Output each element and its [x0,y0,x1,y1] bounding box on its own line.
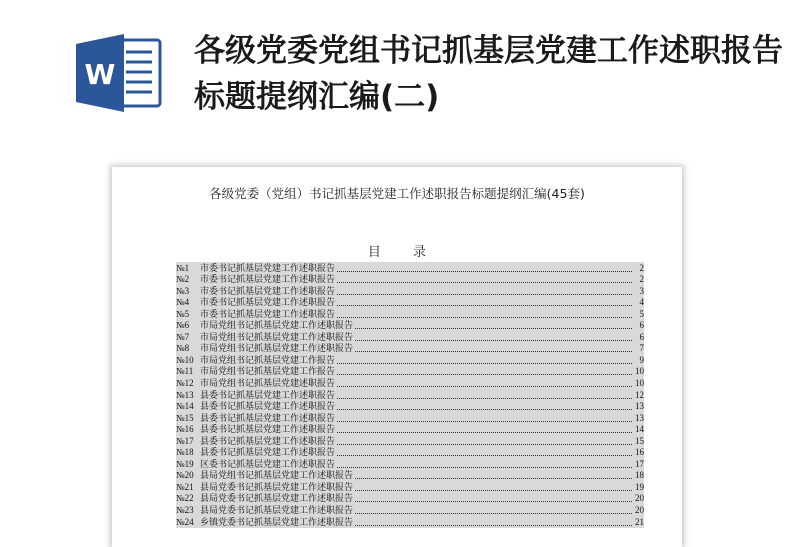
table-of-contents [176,262,644,528]
toc-entry-page: 16 [635,447,644,458]
toc-entry-number: №12 [176,378,194,389]
toc-entry-title: 市局党组书记抓基层党建工作述职报告 [200,343,354,354]
toc-entry[interactable] [176,377,644,389]
toc-entry-title: 市局党组书记抓基层党建工作报告 [200,354,336,365]
toc-entry-page: 7 [639,343,644,354]
toc-entry-title: 市委书记抓基层党建工作述职报告 [200,297,336,308]
toc-leader-dots [355,327,632,329]
toc-entry[interactable] [176,412,644,424]
toc-entry-page: 13 [635,412,644,423]
toc-leader-dots [337,385,632,387]
toc-entry-title: 县委书记抓基层党建工作述职报告 [200,424,336,435]
toc-leader-dots [355,350,632,352]
toc-entry-number: №19 [176,458,194,469]
toc-leader-dots [337,431,632,433]
toc-entry-number: №23 [176,505,194,516]
toc-entry-title: 县委书记抓基层党建工作述职报告 [200,389,336,400]
toc-leader-dots [355,477,632,479]
toc-entry-page: 20 [635,505,644,516]
toc-entry-number: №4 [176,297,190,308]
toc-entry-title: 市局党组书记抓基层党建工作报告 [200,366,336,377]
toc-entry-page: 21 [635,516,644,527]
toc-entry[interactable] [176,447,644,459]
toc-entry-number: №18 [176,447,194,458]
toc-entry-number: №2 [176,274,190,285]
toc-entry-title: 市局党组书记抓基层党建工作述职报告 [200,331,354,342]
toc-entry-page: 12 [635,389,644,400]
toc-leader-dots [355,489,632,491]
toc-leader-dots [337,420,632,422]
toc-entry-page: 2 [639,274,644,285]
toc-entry[interactable] [176,504,644,516]
document-title: 各级党委（党组）书记抓基层党建工作述职报告标题提纲汇编(45套) [209,186,585,201]
toc-entry[interactable] [176,481,644,493]
toc-entry-page: 9 [639,354,644,365]
toc-entry[interactable] [176,308,644,320]
toc-entry-number: №22 [176,493,194,504]
toc-leader-dots [355,512,632,514]
toc-entry-title: 县局党委书记抓基层党建工作述职报告 [200,505,354,516]
toc-entry-number: №7 [176,331,190,342]
toc-entry[interactable] [176,366,644,378]
toc-entry-number: №16 [176,424,194,435]
toc-entry-title: 市局党组书记抓基层党建工作述职报告 [200,320,354,331]
toc-leader-dots [337,281,632,283]
word-icon-letter: W [84,58,116,91]
toc-entry-title: 市局党组书记抓基层党建述职报告 [200,378,336,389]
toc-leader-dots [337,408,632,410]
toc-entry-page: 10 [635,366,644,377]
toc-entry-page: 15 [635,435,644,446]
toc-entry-page: 14 [635,424,644,435]
toc-entry-page: 6 [639,331,644,342]
toc-entry-title: 县局党组书记抓基层党建工作述职报告 [200,470,354,481]
toc-entry-number: №3 [176,285,190,296]
toc-entry[interactable] [176,354,644,366]
toc-entry-page: 13 [635,401,644,412]
toc-entry-title: 区委书记抓基层党建工作述职报告 [200,458,336,469]
toc-entry-title: 乡镇党委书记抓基层党建工作述职报告 [200,516,354,527]
toc-leader-dots [337,373,632,375]
toc-leader-dots [337,316,632,318]
toc-entry[interactable] [176,424,644,436]
document-page [112,167,682,547]
toc-leader-dots [355,524,632,526]
toc-entry-page: 18 [635,470,644,481]
toc-entry[interactable] [176,435,644,447]
toc-leader-dots [355,500,632,502]
toc-leader-dots [337,397,632,399]
toc-entry-number: №24 [176,516,194,527]
toc-entry-number: №14 [176,401,194,412]
toc-entry-page: 17 [635,458,644,469]
toc-entry[interactable] [176,297,644,309]
toc-entry-title: 县委书记抓基层党建工作述职报告 [200,447,336,458]
toc-leader-dots [337,454,632,456]
toc-leader-dots [337,362,632,364]
toc-entry[interactable] [176,458,644,470]
toc-entry-title: 市委书记抓基层党建工作述职报告 [200,262,336,273]
toc-entry-page: 5 [639,308,644,319]
toc-entry-number: №17 [176,435,194,446]
toc-entry-page: 4 [639,297,644,308]
toc-entry-page: 6 [639,320,644,331]
toc-entry-title: 县委书记抓基层党建工作述职报告 [200,401,336,412]
toc-entry-title: 县局党委书记抓基层党建工作述职报告 [200,493,354,504]
toc-entry-title: 县委书记抓基层党建工作述职报告 [200,412,336,423]
toc-leader-dots [337,466,632,468]
toc-entry-number: №8 [176,343,190,354]
toc-entry-number: №15 [176,412,194,423]
toc-entry-number: №13 [176,389,194,400]
toc-entry-title: 县局党委书记抓基层党建工作述职报告 [200,481,354,492]
page-headline: 各级党委党组书记抓基层党建工作述职报告标题提纲汇编(二) [194,33,783,115]
toc-entry-page: 3 [639,285,644,296]
toc-entry-number: №10 [176,354,194,365]
toc-entry-page: 2 [639,262,644,273]
toc-entry[interactable] [176,493,644,505]
toc-entry-title: 市委书记抓基层党建工作述职报告 [200,274,336,285]
toc-entry[interactable] [176,401,644,413]
toc-entry-number: №6 [176,320,190,331]
toc-entry-title: 市委书记抓基层党建工作述职报告 [200,308,336,319]
toc-entry-page: 19 [635,481,644,492]
toc-entry-number: №11 [176,366,194,377]
toc-leader-dots [337,270,632,272]
toc-entry[interactable] [176,285,644,297]
toc-entry-number: №1 [176,262,190,273]
word-icon [76,34,162,112]
toc-entry-number: №20 [176,470,194,481]
toc-entry-page: 20 [635,493,644,504]
toc-entry-page: 10 [635,378,644,389]
toc-entry[interactable] [176,274,644,286]
toc-entry[interactable] [176,470,644,482]
toc-entry-number: №21 [176,481,194,492]
toc-entry[interactable] [176,262,644,274]
toc-leader-dots [337,443,632,445]
toc-entry-title: 市委书记抓基层党建工作述职报告 [200,285,336,296]
toc-entry[interactable] [176,320,644,332]
toc-entry[interactable] [176,343,644,355]
toc-entry-title: 县委书记抓基层党建工作述职报告 [200,435,336,446]
toc-entry[interactable] [176,331,644,343]
toc-entry[interactable] [176,389,644,401]
toc-leader-dots [337,293,632,295]
toc-entry-number: №5 [176,308,190,319]
toc-leader-dots [355,339,632,341]
toc-leader-dots [337,304,632,306]
toc-heading: 目 录 [367,245,441,260]
